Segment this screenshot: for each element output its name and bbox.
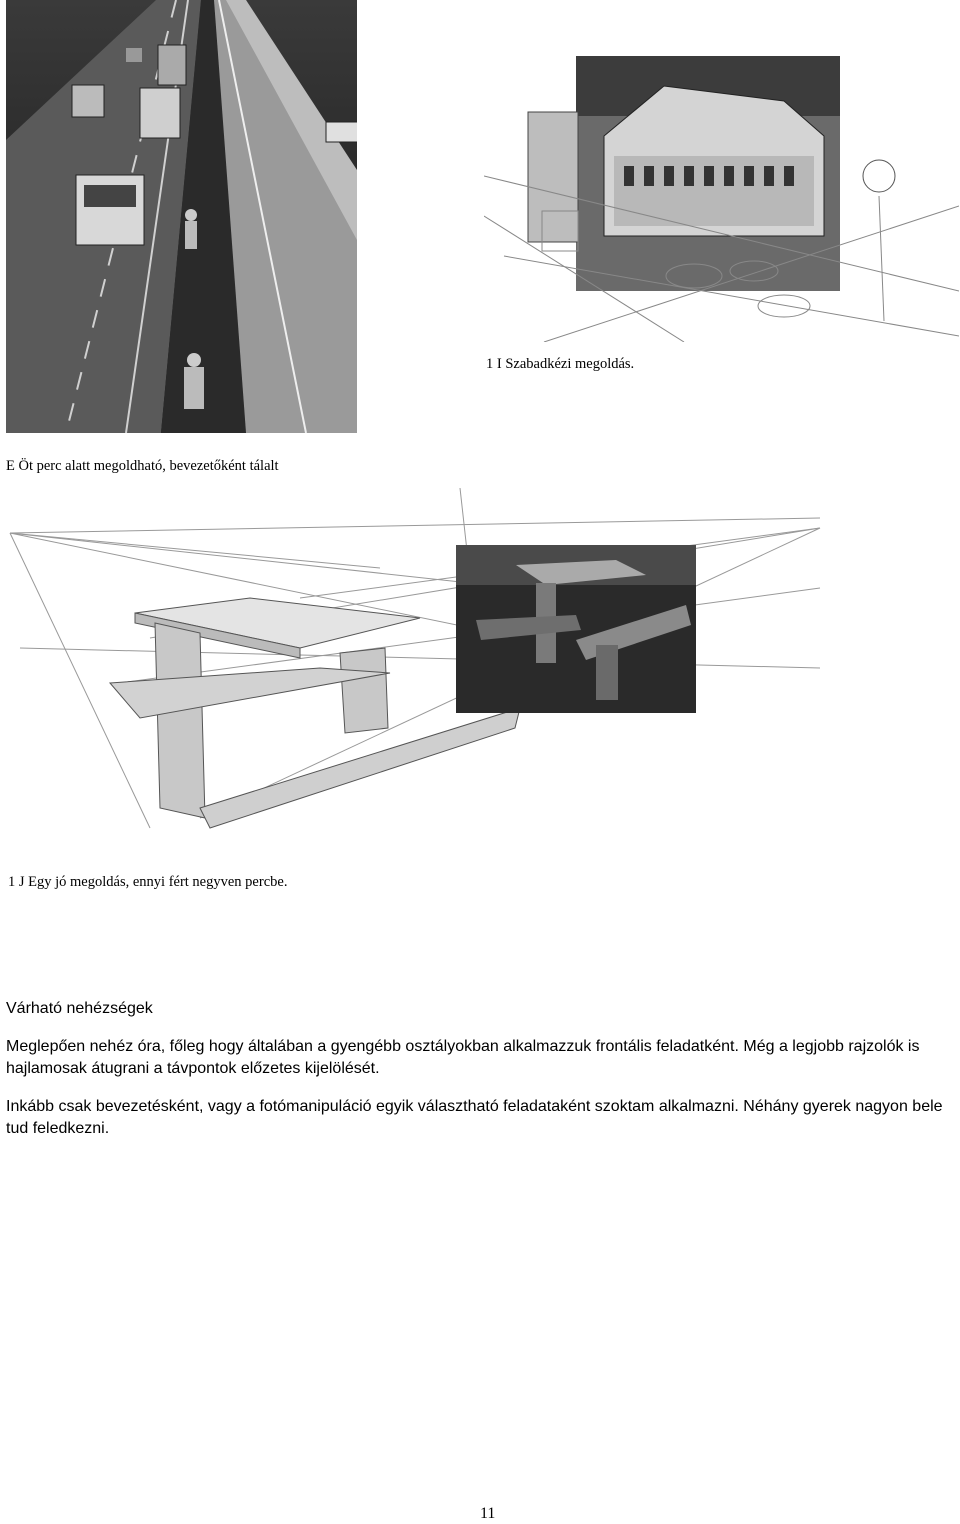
bench-perspective-sketch	[0, 488, 830, 863]
paragraph-difficulties: Meglepően nehéz óra, főleg hogy általában a gyengébb osztályokban alkalmazzuk frontális feladatként. Még a legjobb rajzolók is hajlamosak átugrani a távpontok előzetes kijelölését.	[6, 1038, 920, 1077]
caption-freehand-solution: 1 I Szabadkézi megoldás.	[486, 356, 635, 372]
highway-photo	[6, 0, 357, 433]
bench-photo	[456, 545, 696, 713]
opera-house-sketch	[484, 56, 959, 342]
section-heading: Várható nehézségek	[6, 1000, 153, 1017]
paragraph-usage: Inkább csak bevezetésként, vagy a fotómanipuláció egyik választható feladataként szoktam alkalmazni. Néhány gyerek nagyon bele tud feledkezni.	[6, 1098, 943, 1137]
caption-good-solution: 1 J Egy jó megoldás, ennyi fért negyven percbe.	[8, 874, 288, 890]
caption-five-minute-task: E Öt perc alatt megoldható, bevezetőként tálalt	[6, 458, 279, 474]
page-number: 11	[480, 1505, 496, 1522]
